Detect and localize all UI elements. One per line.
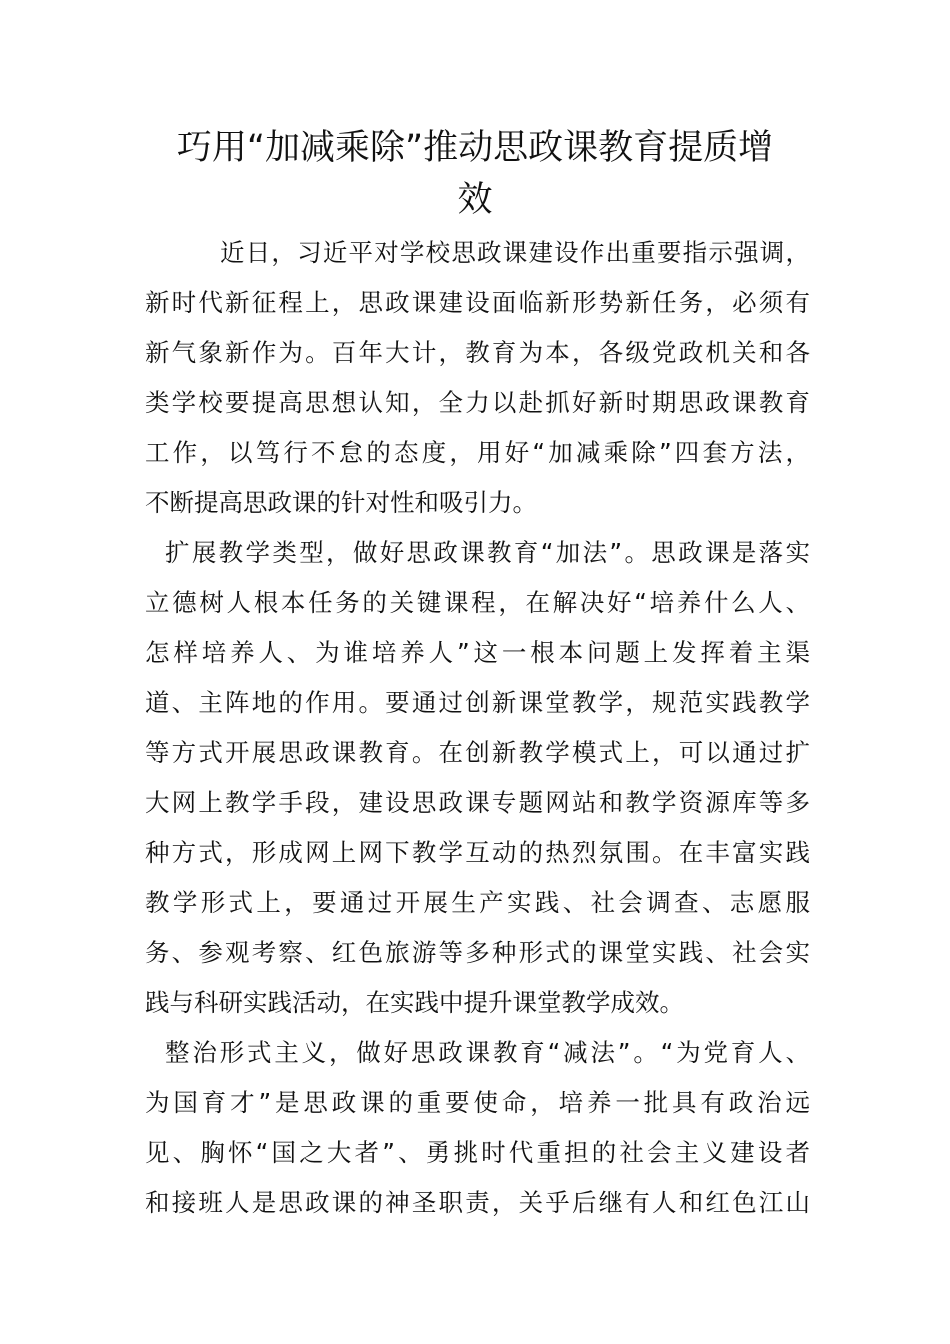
- text-line: 新时代新征程上，思政课建设面临新形势新任务，必须有: [145, 288, 810, 317]
- document-title: [150, 122, 800, 226]
- title-line-2: 效: [457, 180, 493, 220]
- text-line: 大网上教学手段，建设思政课专题网站和教学资源库等多: [145, 788, 810, 817]
- text-line: 教学形式上，要通过开展生产实践、社会调查、志愿服: [145, 888, 810, 917]
- document-body: [145, 228, 810, 1228]
- paragraph-addition: [145, 528, 810, 1028]
- paragraph-intro: [145, 228, 810, 528]
- text-line: 工作，以笃行不怠的态度，用好“加减乘除”四套方法，: [145, 438, 810, 467]
- text-line: 整治形式主义，做好思政课教育“减法”。“为党育人、: [165, 1038, 810, 1067]
- text-line: 近日，习近平对学校思政课建设作出重要指示强调，: [220, 238, 810, 267]
- text-line: 道、主阵地的作用。要通过创新课堂教学，规范实践教学: [145, 688, 810, 717]
- text-line: 立德树人根本任务的关键课程，在解决好“培养什么人、: [145, 588, 810, 617]
- text-line: 和接班人是思政课的神圣职责，关乎后继有人和红色江山: [145, 1188, 810, 1217]
- text-line: 见、胸怀“国之大者”、勇挑时代重担的社会主义建设者: [145, 1138, 810, 1167]
- text-line: 种方式，形成网上网下教学互动的热烈氛围。在丰富实践: [145, 838, 810, 867]
- text-line: 怎样培养人、为谁培养人”这一根本问题上发挥着主渠: [145, 638, 810, 667]
- title-line-1: 巧用“加减乘除”推动思政课教育提质增: [176, 128, 774, 168]
- text-line: 新气象新作为。百年大计，教育为本，各级党政机关和各: [145, 338, 810, 367]
- text-line: 不断提高思政课的针对性和吸引力。: [145, 488, 537, 517]
- text-line: 务、参观考察、红色旅游等多种形式的课堂实践、社会实: [145, 938, 810, 967]
- text-line: 类学校要提高思想认知，全力以赴抓好新时期思政课教育: [145, 388, 810, 417]
- paragraph-subtraction: [145, 1028, 810, 1228]
- text-line: 践与科研实践活动，在实践中提升课堂教学成效。: [145, 988, 684, 1017]
- text-line: 扩展教学类型，做好思政课教育“加法”。思政课是落实: [165, 538, 810, 567]
- text-line: 等方式开展思政课教育。在创新教学模式上，可以通过扩: [145, 738, 810, 767]
- text-line: 为国育才”是思政课的重要使命，培养一批具有政治远: [145, 1088, 810, 1117]
